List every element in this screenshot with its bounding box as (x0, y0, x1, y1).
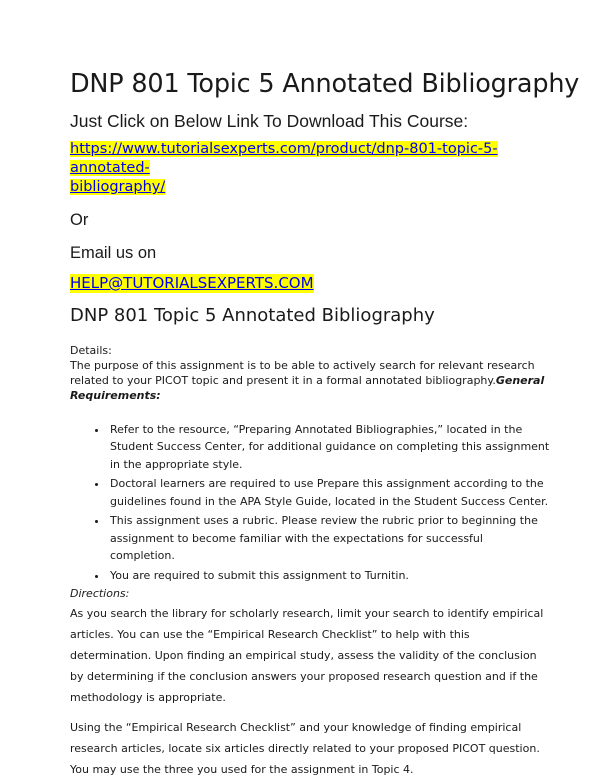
or-text: Or (70, 211, 89, 229)
course-link[interactable] (70, 140, 515, 197)
course-link-line-1[interactable]: https://www.tutorialsexperts.com/product/dnp-801-topic-5-annotated- (70, 141, 498, 176)
intro-paragraph (70, 358, 550, 403)
email-link[interactable]: HELP@TUTORIALSEXPERTS.COM (70, 274, 314, 292)
details-label: Details: (70, 343, 112, 357)
section-title: DNP 801 Topic 5 Annotated Bibliography (70, 305, 435, 326)
course-link-line-2[interactable]: bibliography/ (70, 179, 166, 195)
download-subheading: Just Click on Below Link To Download This Course: (70, 111, 469, 131)
page-title: DNP 801 Topic 5 Annotated Bibliography (70, 69, 580, 99)
list-item: • Refer to the resource, “Preparing Annotated Bibliographies,” located in the Student Success Center, for additional guidance on completing this assignment in the appropriate style. (108, 421, 550, 474)
directions-paragraph-1: As you search the library for scholarly research, limit your search to identify empirical articles. You can use the “Empirical Research Checklist” to help with this determination. Upon finding an empirical study, assess the validity of the conclusion by determining if the conclusion answers your proposed research question and if the methodology is appropriate. (70, 607, 544, 705)
list-item: • Doctoral learners are required to use Prepare this assignment according to the guidelines found in the APA Style Guide, located in the Student Success Center. (108, 475, 550, 510)
email-label: Email us on (70, 244, 157, 262)
document-page (70, 68, 580, 780)
general-requirements-label: General Requirements: (70, 373, 545, 402)
directions-label: Directions: (70, 587, 130, 601)
requirements-list (70, 421, 550, 585)
list-item: • You are required to submit this assignment to Turnitin. (108, 567, 550, 585)
list-item: • This assignment uses a rubric. Please review the rubric prior to beginning the assignment to become familiar with the expectations for successful completion. (108, 512, 550, 565)
directions-paragraph-2: Using the “Empirical Research Checklist” and your knowledge of finding empirical research articles, locate six articles directly related to your proposed PICOT question. You may use the three you used for the assignment in Topic 4. (70, 721, 540, 777)
intro-text: The purpose of this assignment is to be able to actively search for relevant research related to your PICOT topic and present it in a formal annotated bibliography. (70, 358, 535, 387)
